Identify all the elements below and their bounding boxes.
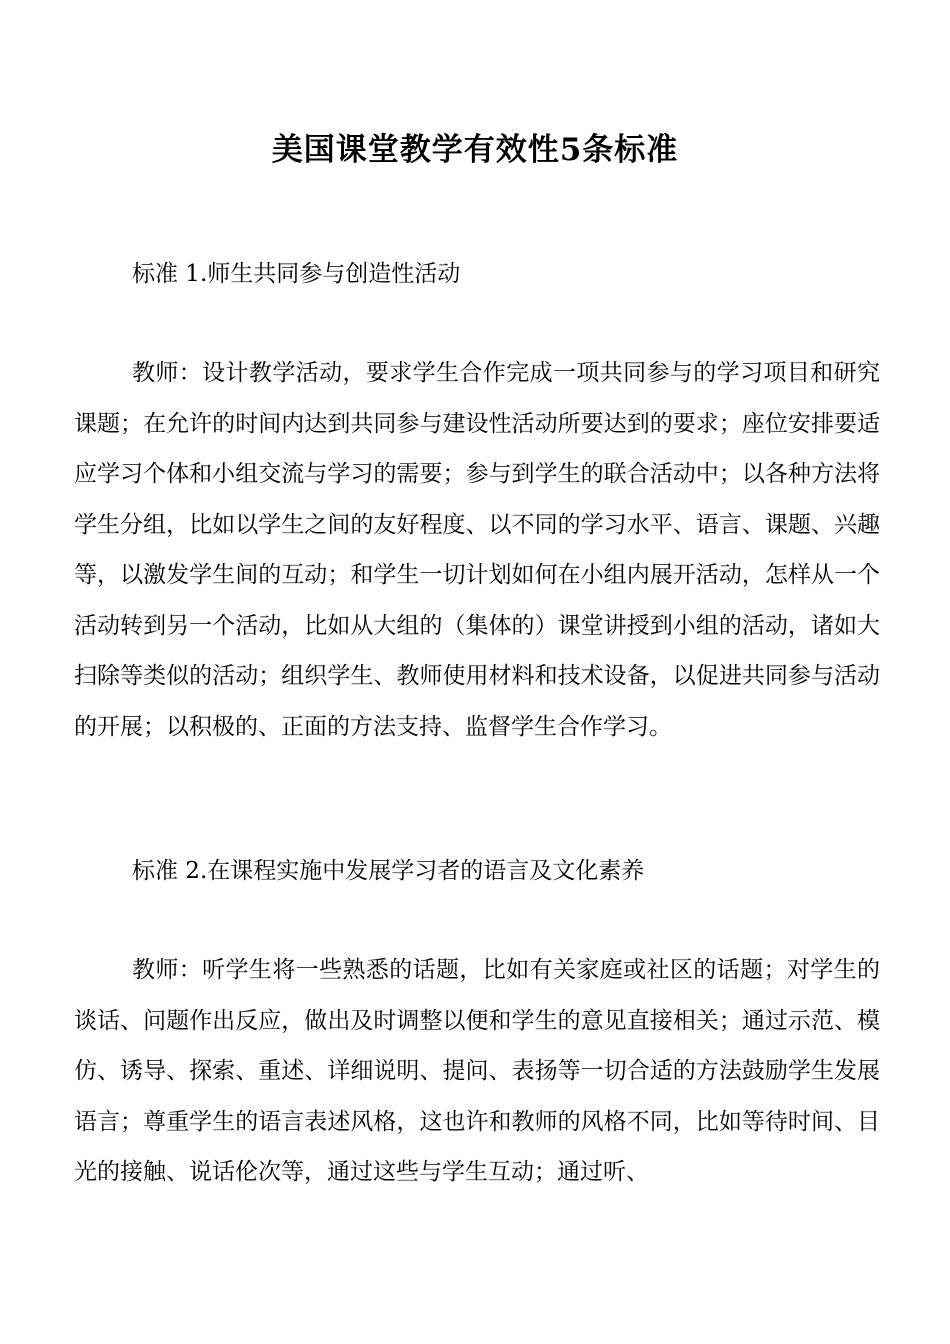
section-heading-2: 标准 2.在课程实施中发展学习者的语言及文化素养 — [132, 858, 645, 884]
section-paragraph-2: 教师：听学生将一些熟悉的话题，比如有关家庭或社区的话题；对学生的谈话、问题作出反应，做出及时调整以便和学生的意见直接相关；通过示范、模仿、诱导、探索、重述、详细说明、提问、表扬等一切合适的方法鼓励学生发展语言；尊重学生的语言表述风格，这也许和教师的风格不同，比如等待时间、目光的接触、说话伦次等，通过这些与学生互动；通过听、 — [74, 957, 880, 1185]
section-paragraph-1: 教师：设计教学活动，要求学生合作完成一项共同参与的学习项目和研究课题；在允许的时间内达到共同参与建设性活动所要达到的要求；座位安排要适应学习个体和小组交流与学习的需要；参与到学生的联合活动中；以各种方法将学生分组，比如以学生之间的友好程度、以不同的学习水平、语言、课题、兴趣等，以激发学生间的互动；和学生一切计划如何在小组内展开活动，怎样从一个活动转到另一个活动，比如从大组的（集体的）课堂讲授到小组的活动，诸如大扫除等类似的活动；组织学生、教师使用材料和技术设备，以促进共同参与活动的开展；以积极的、正面的方法支持、监督学生合作学习。 — [74, 360, 880, 740]
section-heading-1: 标准 1.师生共同参与创造性活动 — [132, 261, 461, 287]
page-title: 美国课堂教学有效性5条标准 — [271, 132, 679, 168]
